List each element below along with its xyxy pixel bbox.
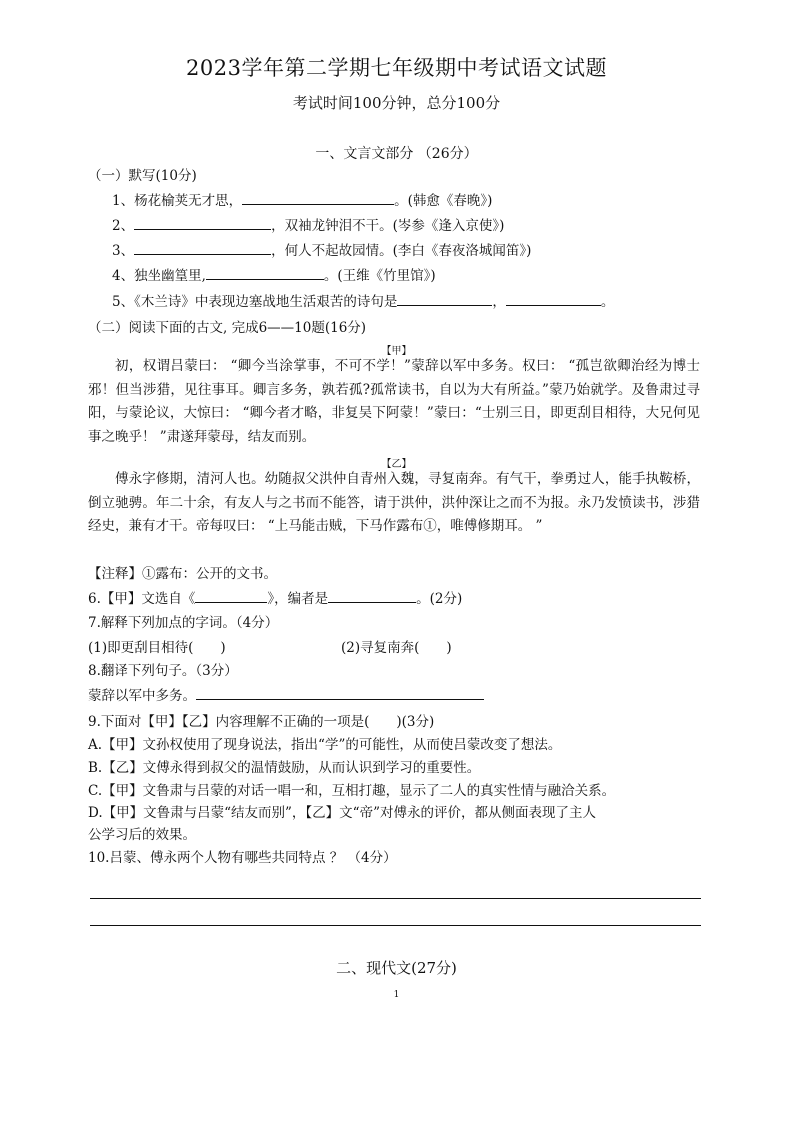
section-heading-classical: 一、文言文部分 （26分） bbox=[315, 146, 478, 162]
question-3 bbox=[112, 239, 531, 259]
answer-blank[interactable] bbox=[195, 588, 267, 603]
question-6 bbox=[88, 587, 462, 607]
question-1-source: 。(韩愈《春晚》) bbox=[394, 193, 493, 209]
answer-blank[interactable] bbox=[196, 685, 484, 700]
question-6-mid: 》，编者是 bbox=[267, 591, 329, 607]
question-10: 10.吕蒙、傅永两个人物有哪些共同特点 ？ （4分） bbox=[88, 850, 397, 866]
question-2-source: ，双袖龙钟泪不干。(岑参《逢入京使》) bbox=[271, 218, 505, 234]
question-9-option-d-cont: 公学习后的效果。 bbox=[88, 827, 196, 843]
question-2-text: 2、 bbox=[112, 218, 135, 234]
question-8-sentence bbox=[88, 684, 484, 704]
question-5-end: 。 bbox=[600, 294, 615, 310]
question-7-item-2: (2)寻复南奔( ) bbox=[341, 640, 452, 656]
page-title: 2023学年第二学期七年级期中考试语文试题 bbox=[186, 56, 607, 80]
passage-yi-label: 【乙】 bbox=[381, 459, 412, 470]
question-6-text: 6.【甲】文选自《 bbox=[88, 591, 196, 607]
question-5-comma: ， bbox=[492, 294, 506, 310]
question-9-option-c: C.【甲】文鲁肃与吕蒙的对话一唱一和，互相打趣，显示了二人的真实性情与融洽关系。 bbox=[88, 783, 616, 799]
passage-jia: 初，权谓吕蒙曰： “卿今当涂掌事，不可不学！”蒙辞以军中多务。权曰： “孤岂欲卿治经为博士邪！但当涉猎，见往事耳。卿言多务，孰若孤?孤常读书，自以为大有所益。”蒙乃始就学。及鲁肃过寻阳，与蒙论议，大惊曰： “卿今者才略，非复吴下阿蒙！”蒙曰：“士别三日，即更刮目相待，大兄何见事之晚乎！ ”肃遂拜蒙母，结友而别。 bbox=[88, 358, 700, 445]
answer-blank[interactable] bbox=[134, 240, 271, 255]
question-9-option-a: A.【甲】文孙权使用了现身说法，指出“学”的可能性，从而使吕蒙改变了想法。 bbox=[88, 737, 562, 753]
question-8: 8.翻译下列句子。（3分） bbox=[88, 663, 238, 679]
question-1-text: 1、杨花榆荚无才思， bbox=[112, 193, 243, 209]
passage-yi: 傅永字修期，清河人也。幼随叔父洪仲自青州入魏，寻复南奔。有气干，拳勇过人，能手执鞍桥，倒立驰骋。年二十余，有友人与之书而不能答，请于洪仲，洪仲深让之而不为报。永乃发愤读书，涉猎经史，兼有才干。帝每叹曰： “上马能击贼，下马作露布①，唯傅修期耳。 ” bbox=[88, 471, 700, 534]
question-8-sentence-text: 蒙辞以军中多务。 bbox=[88, 688, 196, 704]
answer-blank[interactable] bbox=[206, 265, 324, 280]
answer-blank[interactable] bbox=[242, 190, 394, 205]
answer-line[interactable] bbox=[90, 898, 701, 899]
answer-line[interactable] bbox=[90, 925, 701, 926]
question-4-text: 4、独坐幽篁里, bbox=[112, 268, 206, 284]
answer-blank[interactable] bbox=[506, 291, 601, 306]
question-7: 7.解释下列加点的字词。（4分） bbox=[88, 615, 279, 631]
question-7-item-1: (1)即更刮目相待( ) bbox=[88, 640, 226, 656]
question-3-source: ，何人不起故园情。(李白《春夜洛城闻笛》) bbox=[271, 243, 532, 259]
part-heading-dictation: （一）默写(10分) bbox=[88, 168, 197, 184]
answer-blank[interactable] bbox=[134, 215, 271, 230]
question-5 bbox=[112, 290, 614, 310]
question-4-source: 。(王维《竹里馆》) bbox=[323, 268, 436, 284]
question-9-option-b: B.【乙】文傅永得到叔父的温情鼓励，从而认识到学习的重要性。 bbox=[88, 760, 481, 776]
question-9-option-d: D.【甲】文鲁肃与吕蒙“结友而别”，【乙】文“帝”对傅永的评价，都从侧面表现了主人 bbox=[88, 805, 596, 821]
question-2 bbox=[112, 214, 504, 234]
question-1 bbox=[112, 189, 492, 209]
part-heading-reading: （二）阅读下面的古文, 完成6——10题(16分) bbox=[88, 320, 367, 336]
annotation: 【注释】①露布：公开的文书。 bbox=[88, 566, 277, 582]
question-3-text: 3、 bbox=[112, 243, 135, 259]
answer-blank[interactable] bbox=[328, 588, 416, 603]
section-heading-modern: 二、现代文(27分) bbox=[336, 959, 457, 977]
page-number: 1 bbox=[393, 990, 400, 1000]
answer-blank[interactable] bbox=[397, 291, 492, 306]
passage-jia-label: 【甲】 bbox=[381, 346, 412, 357]
question-5-text: 5、《木兰诗》中表现边塞战地生活艰苦的诗句是 bbox=[112, 294, 398, 310]
question-9: 9.下面对【甲】【乙】内容理解不正确的一项是( )(3分) bbox=[88, 714, 435, 730]
question-6-end: 。(2分) bbox=[416, 591, 463, 607]
question-4 bbox=[112, 264, 436, 284]
exam-info: 考试时间100分钟，总分100分 bbox=[292, 94, 501, 112]
